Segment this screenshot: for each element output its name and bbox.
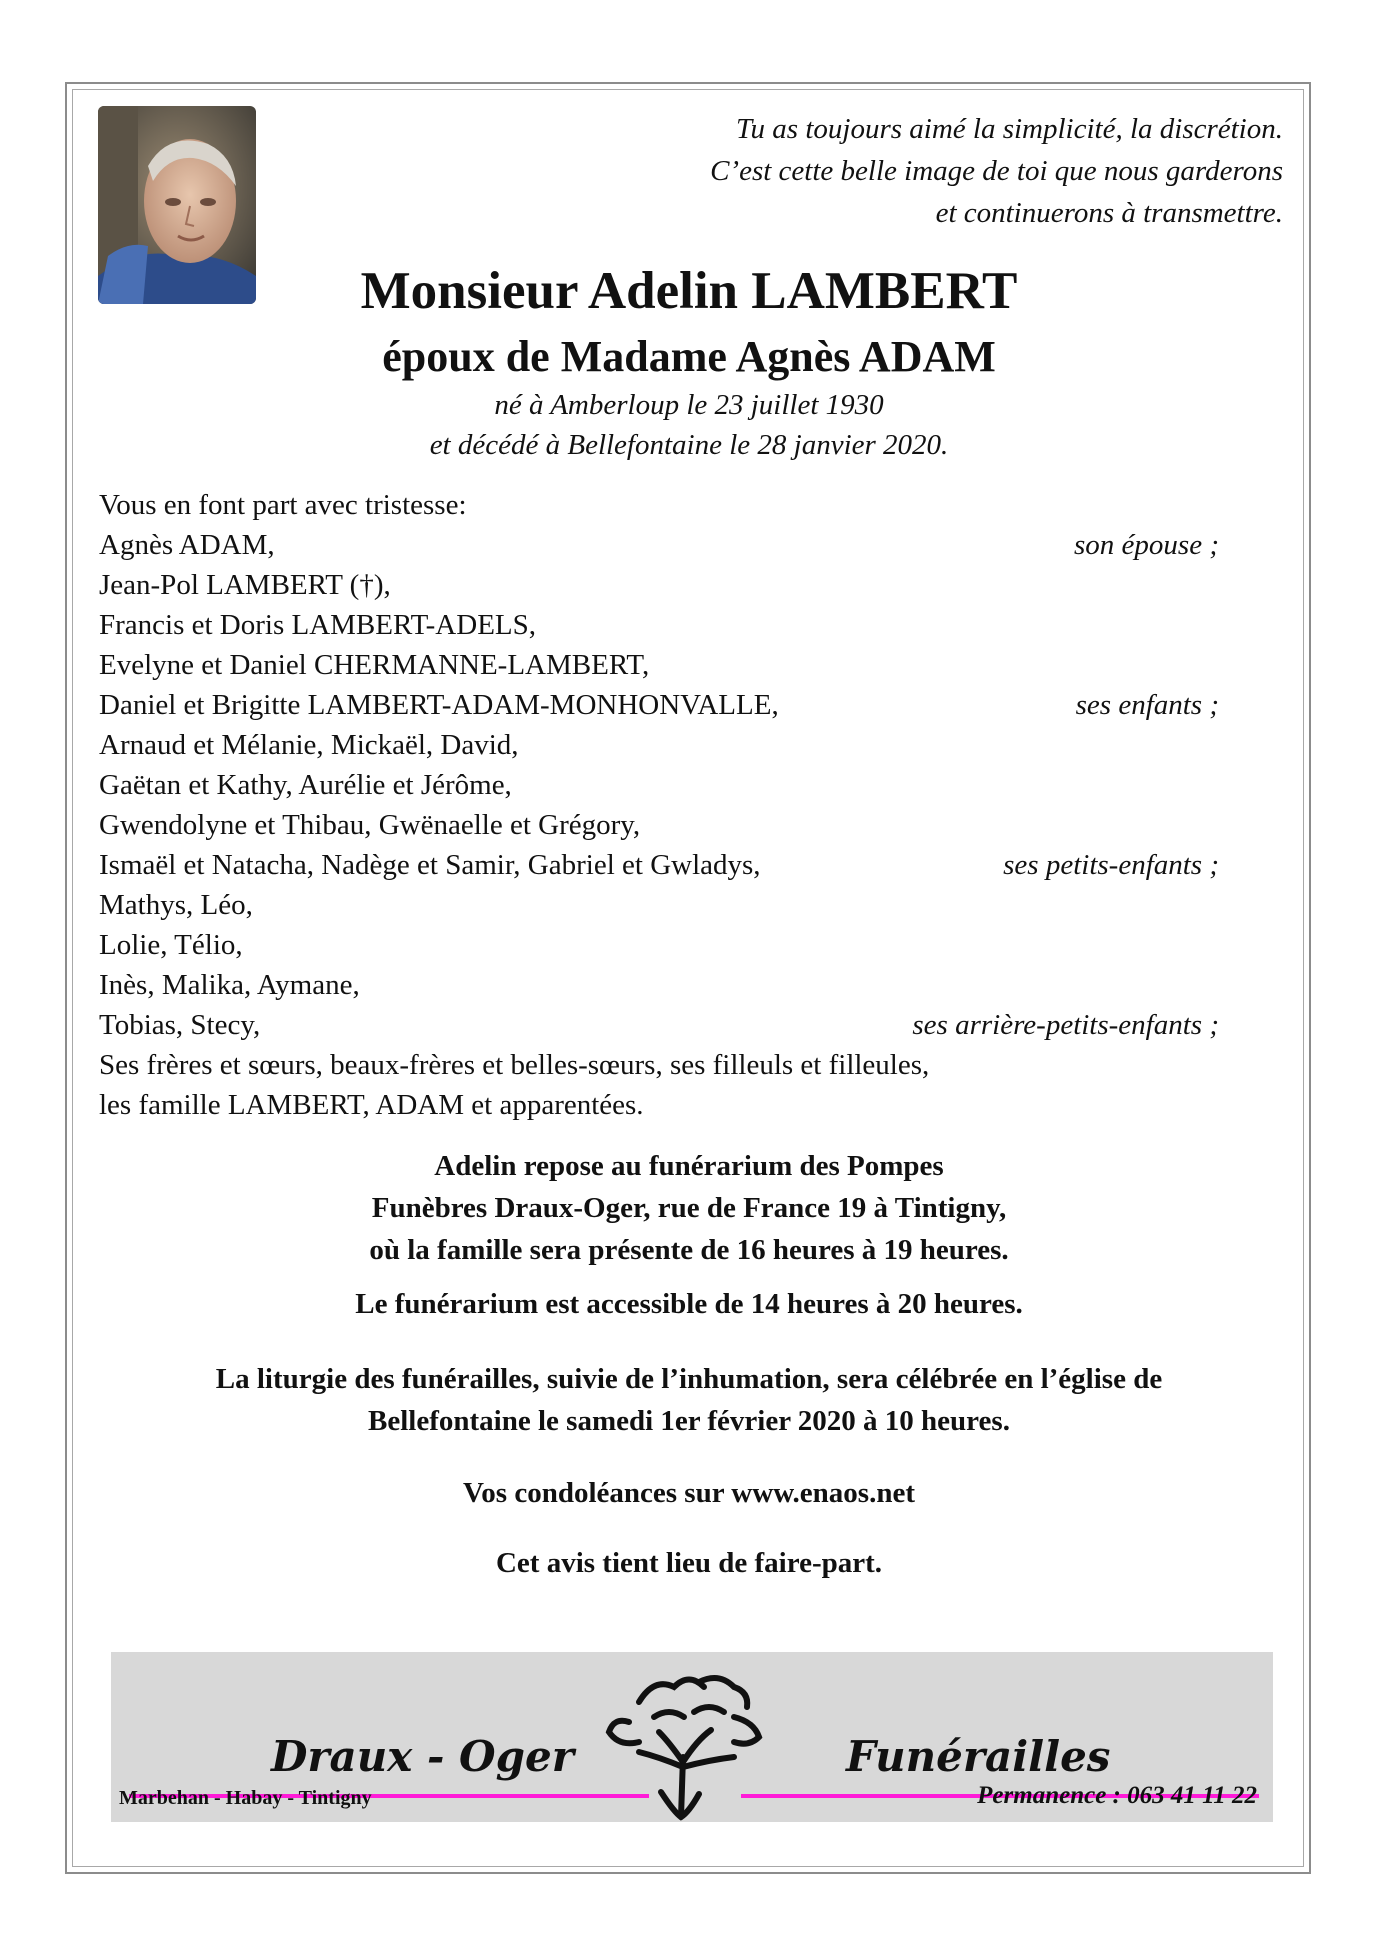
family-intro: Vous en font part avec tristesse:	[99, 489, 467, 521]
family-names: Inès, Malika, Aymane,	[99, 969, 360, 1001]
quote-line: et continuerons à transmettre.	[935, 197, 1283, 229]
funeral-home-banner	[111, 1652, 1273, 1822]
family-row	[99, 925, 1219, 965]
notice-line: Cet avis tient lieu de faire-part.	[495, 1547, 883, 1579]
quote-line: C’est cette belle image de toi que nous garderons	[710, 155, 1283, 187]
family-names: Gwendolyne et Thibau, Gwënaelle et Grégory,	[99, 809, 641, 841]
family-names: Tobias, Stecy,	[99, 1009, 261, 1041]
phone-number: Permanence : 063 41 11 22	[977, 1782, 1257, 1809]
spouse-line: époux de Madame Agnès ADAM	[382, 332, 996, 381]
family-list	[99, 485, 1219, 1125]
family-names: Agnès ADAM,	[99, 529, 275, 561]
family-names: Ses frères et sœurs, beaux-frères et belles-sœurs, ses filleuls et filleules,	[99, 1049, 930, 1081]
family-row	[99, 1045, 1219, 1085]
birth-line: né à Amberloup le 23 juillet 1930	[494, 389, 884, 421]
access-hours: Le funérarium est accessible de 14 heures à 20 heures.	[355, 1288, 1023, 1320]
family-names: Gaëtan et Kathy, Aurélie et Jérôme,	[99, 769, 512, 801]
family-row	[99, 565, 1219, 605]
family-names: Jean-Pol LAMBERT (†),	[99, 569, 391, 601]
death-line: et décédé à Bellefontaine le 28 janvier 2020.	[429, 429, 949, 461]
family-row	[99, 805, 1219, 845]
info-line: Bellefontaine le samedi 1er février 2020 à 10 heures.	[368, 1405, 1010, 1437]
family-role: ses enfants ;	[1075, 689, 1219, 721]
liturgy-info	[0, 1358, 1378, 1442]
tree-logo-icon	[599, 1662, 789, 1822]
life-dates	[0, 385, 1378, 465]
memorial-quote	[483, 108, 1283, 234]
family-row	[99, 845, 1219, 885]
family-role: ses arrière-petits-enfants ;	[912, 1009, 1219, 1041]
info-line: La liturgie des funérailles, suivie de l’inhumation, sera célébrée en l’église de	[215, 1363, 1163, 1395]
family-row	[99, 605, 1219, 645]
family-names: Arnaud et Mélanie, Mickaël, David,	[99, 729, 519, 761]
family-row	[99, 885, 1219, 925]
family-row	[99, 725, 1219, 765]
info-line: Adelin repose au funérarium des Pompes	[434, 1150, 944, 1182]
family-row	[99, 965, 1219, 1005]
family-row	[99, 645, 1219, 685]
family-names: Mathys, Léo,	[99, 889, 253, 921]
info-line: où la famille sera présente de 16 heures à 19 heures.	[369, 1234, 1009, 1266]
funerarium-info	[0, 1145, 1378, 1271]
info-line: Funèbres Draux-Oger, rue de France 19 à Tintigny,	[371, 1192, 1007, 1224]
brand-left: Draux - Oger	[271, 1732, 574, 1781]
family-names: Francis et Doris LAMBERT-ADELS,	[99, 609, 536, 641]
quote-line: Tu as toujours aimé la simplicité, la discrétion.	[736, 113, 1283, 145]
family-names: Ismaël et Natacha, Nadège et Samir, Gabriel et Gwladys,	[99, 849, 761, 881]
family-names: Evelyne et Daniel CHERMANNE-LAMBERT,	[99, 649, 650, 681]
brand-right: Funérailles	[846, 1732, 1111, 1781]
condolences-line: Vos condoléances sur www.enaos.net	[463, 1477, 915, 1509]
family-role: son épouse ;	[1074, 529, 1219, 561]
family-role: ses petits-enfants ;	[1003, 849, 1219, 881]
family-names: les famille LAMBERT, ADAM et apparentées.	[99, 1089, 644, 1121]
family-row	[99, 525, 1219, 565]
family-row	[99, 685, 1219, 725]
branch-towns: Marbehan - Habay - Tintigny	[119, 1787, 372, 1809]
deceased-name: Monsieur Adelin LAMBERT	[360, 262, 1018, 320]
family-row	[99, 1005, 1219, 1045]
family-names: Daniel et Brigitte LAMBERT-ADAM-MONHONVALLE,	[99, 689, 779, 721]
family-row	[99, 765, 1219, 805]
family-names: Lolie, Télio,	[99, 929, 243, 961]
family-row	[99, 1085, 1219, 1125]
